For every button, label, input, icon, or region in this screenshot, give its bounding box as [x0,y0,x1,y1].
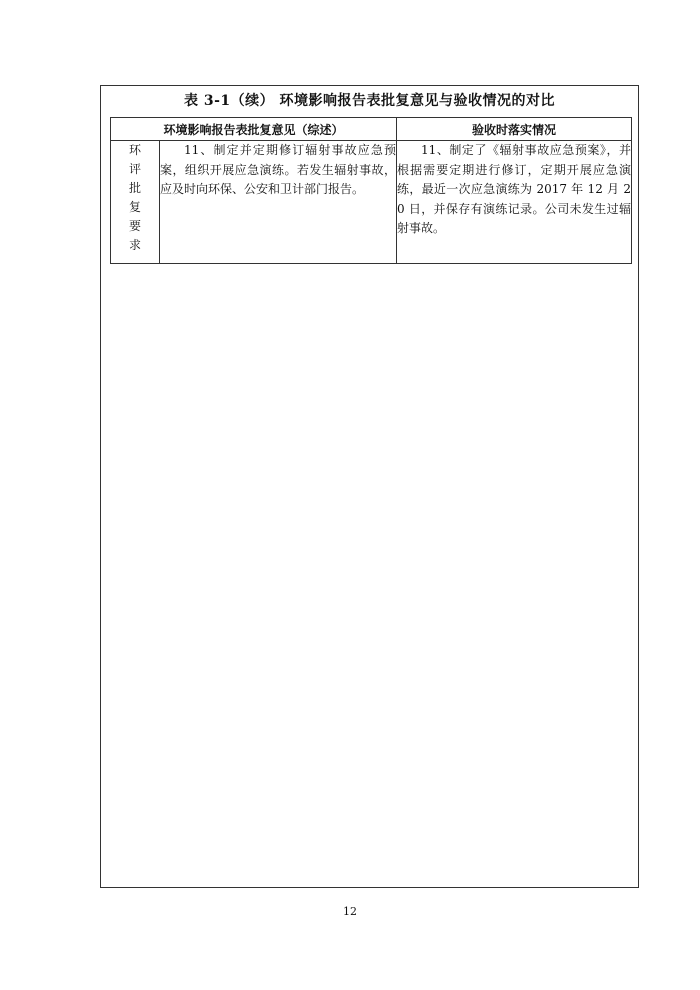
side-label-char: 环 [128,143,141,157]
table-row [111,141,632,264]
header-implementation: 验收时落实情况 [397,118,632,141]
page-number: 12 [343,905,357,918]
table-header-row [111,118,632,141]
document-frame [100,85,639,888]
table-title: 表 3-1（续） 环境影响报告表批复意见与验收情况的对比 [183,93,556,109]
header-requirement: 环境影响报告表批复意见（综述） [111,118,397,141]
side-label-char: 复 [128,200,141,214]
requirement-cell: 11、制定并定期修订辐射事故应急预案，组织开展应急演练。若发生辐射事故，应及时向环保、公安和卫计部门报告。 [160,141,397,264]
side-label-char: 要 [128,219,141,233]
implementation-cell: 11、制定了《辐射事故应急预案》，并根据需要定期进行修订，定期开展应急演练，最近一次应急演练为 2017 年 12 月 20 日，并保存有演练记录。公司未发生过辐射事故。 [397,141,632,264]
comparison-table [110,117,632,264]
side-label-char: 批 [128,181,141,195]
side-label-char: 评 [128,162,141,176]
side-label-char: 求 [128,238,141,252]
side-label [111,141,160,264]
